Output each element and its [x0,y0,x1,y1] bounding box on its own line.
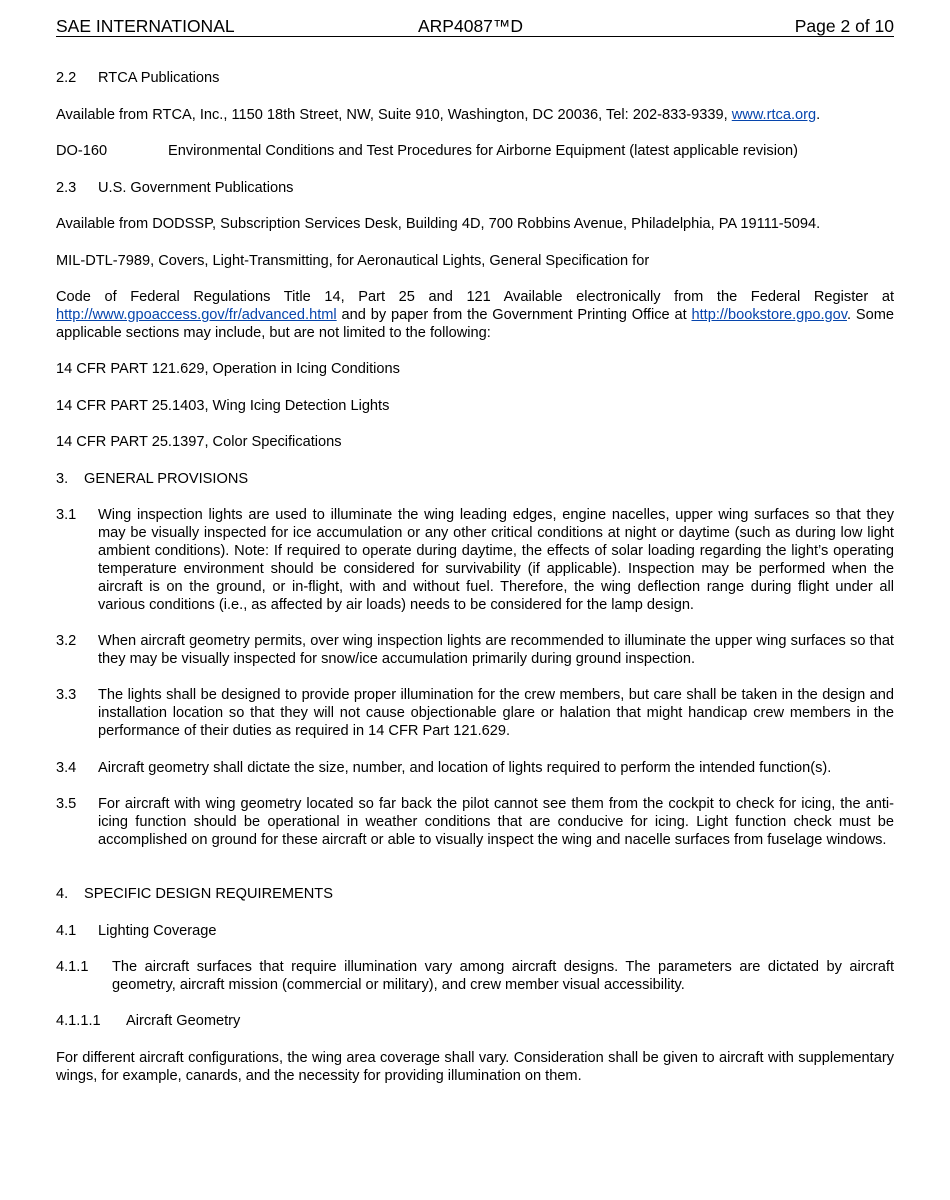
section-title: GENERAL PROVISIONS [84,471,249,487]
paragraph-number: 3.3 [56,687,77,703]
section-number: 4.1 [56,923,77,939]
do160-description: Environmental Conditions and Test Procedures for Airborne Equipment (latest applicable revision) [168,143,799,159]
do160-code: DO-160 [56,143,108,159]
paragraph-text: Wing inspection lights are used to illuminate the wing leading edges, engine nacelles, upper wing surfaces so that they may be visually inspected for ice accumulation or any other critical conditions at night or daytime (such as during low light ambient conditions). Note: If required to operate during daytime, the effects of solar loading regarding the light’s operating temperature environment should be considered for survivability (if applicable). Inspection may be performed when the aircraft is on the ground, or in-flight, with and without fuel. Therefore, the wing deflection range during flight under all various conditions (i.e., as affected by air loads) needs to be considered for the lamp design. [98,507,894,613]
paragraph-text: Aircraft geometry shall dictate the size, number, and location of lights required to perform the intended function(s). [98,760,832,776]
rtca-text: Available from RTCA, Inc., 1150 18th Street, NW, Suite 910, Washington, DC 20036, Tel: 202-833-9339, [56,107,732,123]
header-doc-number: ARP4087™D [418,16,524,36]
section-number: 4.1.1.1 [56,1013,101,1029]
dodssp-availability: Available from DODSSP, Subscription Services Desk, Building 4D, 700 Robbins Avenue, Philadelphia, PA 19111-5094. [56,216,821,232]
cfr-text-2: and by paper from the Government Printing Office at [336,307,692,323]
paragraph-4-1-1 [56,958,894,994]
section-title: U.S. Government Publications [98,180,294,196]
gpoaccess-link[interactable]: http://www.gpoaccess.gov/fr/advanced.html [56,307,337,323]
paragraph-text: The aircraft surfaces that require illumination vary among aircraft designs. The parameters are dictated by aircraft geometry, aircraft mission (commercial or military), and crew member visual accessibility. [112,959,894,993]
rtca-availability [56,106,894,124]
section-title: Aircraft Geometry [126,1013,241,1029]
cfr-item: 14 CFR PART 25.1403, Wing Icing Detection Lights [56,398,390,414]
paragraph-text: For aircraft with wing geometry located so far back the pilot cannot see them from the cockpit to check for icing, the anti-icing function should be operational in weather conditions that are conducive for icing. Light function check must be accomplished on ground for these aircraft or able to visually inspect the wing and nacelle surfaces from fuselage windows. [98,796,894,848]
paragraph-3-2 [56,632,894,668]
paragraph-number: 3.2 [56,633,77,649]
section-title: SPECIFIC DESIGN REQUIREMENTS [84,886,333,902]
mil-dtl-reference: MIL-DTL-7989, Covers, Light-Transmitting, for Aeronautical Lights, General Specification for [56,253,650,269]
cfr-text-1: Code of Federal Regulations Title 14, Part 25 and 121 Available electronically from the Federal Register at [56,289,894,305]
header-org: SAE INTERNATIONAL [56,16,235,36]
aircraft-geometry-paragraph: For different aircraft configurations, the wing area coverage shall vary. Consideration shall be given to aircraft with supplementary wings, for example, canards, and the necessity for providing illumination on them. [56,1050,894,1084]
cfr-item: 14 CFR PART 121.629, Operation in Icing Conditions [56,361,400,377]
section-title: RTCA Publications [98,70,220,86]
paragraph-text: The lights shall be designed to provide proper illumination for the crew members, but care shall be taken in the design and installation location so that they will not cause objectionable glare or halation that might handicap crew members in the performance of their duties as required in 14 CFR Part 121.629. [98,687,894,739]
cfr-item: 14 CFR PART 25.1397, Color Specifications [56,434,342,450]
paragraph-number: 4.1.1 [56,959,89,975]
bookstore-link[interactable]: http://bookstore.gpo.gov [691,307,847,323]
section-title: Lighting Coverage [98,923,217,939]
header-page-number: Page 2 of 10 [794,16,894,36]
rtca-link[interactable]: www.rtca.org [731,107,817,123]
cfr-paragraph [56,288,894,342]
section-number: 2.2 [56,70,77,86]
paragraph-text: When aircraft geometry permits, over wing inspection lights are recommended to illuminate the upper wing surfaces so that they may be visually inspected for snow/ice accumulation primarily during ground inspection. [98,633,894,667]
rtca-end: . [816,107,821,123]
paragraph-3-5 [56,795,894,849]
section-number: 3. [56,471,69,487]
paragraph-3-1 [56,506,894,614]
section-number: 4. [56,886,69,902]
paragraph-3-3 [56,686,894,740]
paragraph-number: 3.4 [56,760,77,776]
paragraph-number: 3.5 [56,796,77,812]
paragraph-number: 3.1 [56,507,77,523]
paragraph-3-4 [56,759,894,777]
page-header [56,16,894,37]
cfr-text-3: . Some applicable sections may include, but are not limited to the following: [56,307,895,341]
section-number: 2.3 [56,180,77,196]
